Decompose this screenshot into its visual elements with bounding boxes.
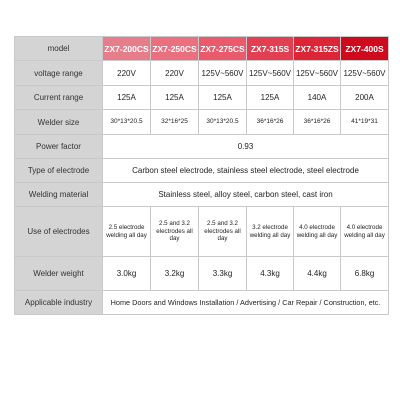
table-row — [15, 110, 389, 135]
table-cell: 2.5 and 3.2 electrodes all day — [151, 207, 199, 257]
row-label: Use of electrodes — [15, 207, 103, 257]
table-cell: 2.5 electrode welding all day — [103, 207, 151, 257]
table-cell: 125A — [199, 86, 247, 110]
table-cell: 3.2kg — [151, 257, 199, 291]
table-cell: 200A — [341, 86, 389, 110]
table-cell: 30*13*20.5 — [103, 110, 151, 135]
model-header: ZX7-200CS — [103, 37, 151, 61]
table-cell: 125A — [247, 86, 294, 110]
model-header: ZX7-250CS — [151, 37, 199, 61]
table-cell: 4.0 electrode welding all day — [341, 207, 389, 257]
table-row — [15, 291, 389, 315]
model-header: ZX7-275CS — [199, 37, 247, 61]
table-cell: 220V — [103, 61, 151, 86]
table-cell: 125A — [151, 86, 199, 110]
table-cell: 140A — [294, 86, 341, 110]
row-label: Current range — [15, 86, 103, 110]
table-row — [15, 207, 389, 257]
table-cell-merged: 0.93 — [103, 135, 389, 159]
table-row — [15, 183, 389, 207]
table-cell: 4.4kg — [294, 257, 341, 291]
table-cell: 6.8kg — [341, 257, 389, 291]
row-label: Welder size — [15, 110, 103, 135]
table-cell: 30*13*20.5 — [199, 110, 247, 135]
table-cell: 125V~560V — [247, 61, 294, 86]
row-label: voltage range — [15, 61, 103, 86]
table-row — [15, 61, 389, 86]
header-row — [15, 37, 389, 61]
table-cell-merged: Home Doors and Windows Installation / Advertising / Car Repair / Construction, etc. — [103, 291, 389, 315]
row-label: Welding material — [15, 183, 103, 207]
table-cell: 125V~560V — [294, 61, 341, 86]
row-label: Welder weight — [15, 257, 103, 291]
table-cell: 36*16*26 — [294, 110, 341, 135]
table-cell-merged: Carbon steel electrode, stainless steel electrode, steel electrode — [103, 159, 389, 183]
table-cell: 125A — [103, 86, 151, 110]
row-label: Type of electrode — [15, 159, 103, 183]
spec-table-container — [14, 36, 388, 315]
table-cell: 2.5 and 3.2 electrodes all day — [199, 207, 247, 257]
table-cell-merged: Stainless steel, alloy steel, carbon steel, cast iron — [103, 183, 389, 207]
model-header: ZX7-400S — [341, 37, 389, 61]
table-cell: 36*16*26 — [247, 110, 294, 135]
table-cell: 3.2 electrode welding all day — [247, 207, 294, 257]
table-row — [15, 257, 389, 291]
table-cell: 4.0 electrode welding all day — [294, 207, 341, 257]
model-header: ZX7-315S — [247, 37, 294, 61]
table-row — [15, 135, 389, 159]
table-cell: 220V — [151, 61, 199, 86]
spec-table — [14, 36, 389, 315]
table-cell: 4.3kg — [247, 257, 294, 291]
table-cell: 3.3kg — [199, 257, 247, 291]
table-row — [15, 86, 389, 110]
table-cell: 32*16*25 — [151, 110, 199, 135]
row-label: Power factor — [15, 135, 103, 159]
table-cell: 3.0kg — [103, 257, 151, 291]
table-cell: 41*19*31 — [341, 110, 389, 135]
header-label: model — [15, 37, 103, 61]
table-row — [15, 159, 389, 183]
table-cell: 125V~560V — [199, 61, 247, 86]
model-header: ZX7-315ZS — [294, 37, 341, 61]
row-label: Applicable industry — [15, 291, 103, 315]
table-cell: 125V~560V — [341, 61, 389, 86]
